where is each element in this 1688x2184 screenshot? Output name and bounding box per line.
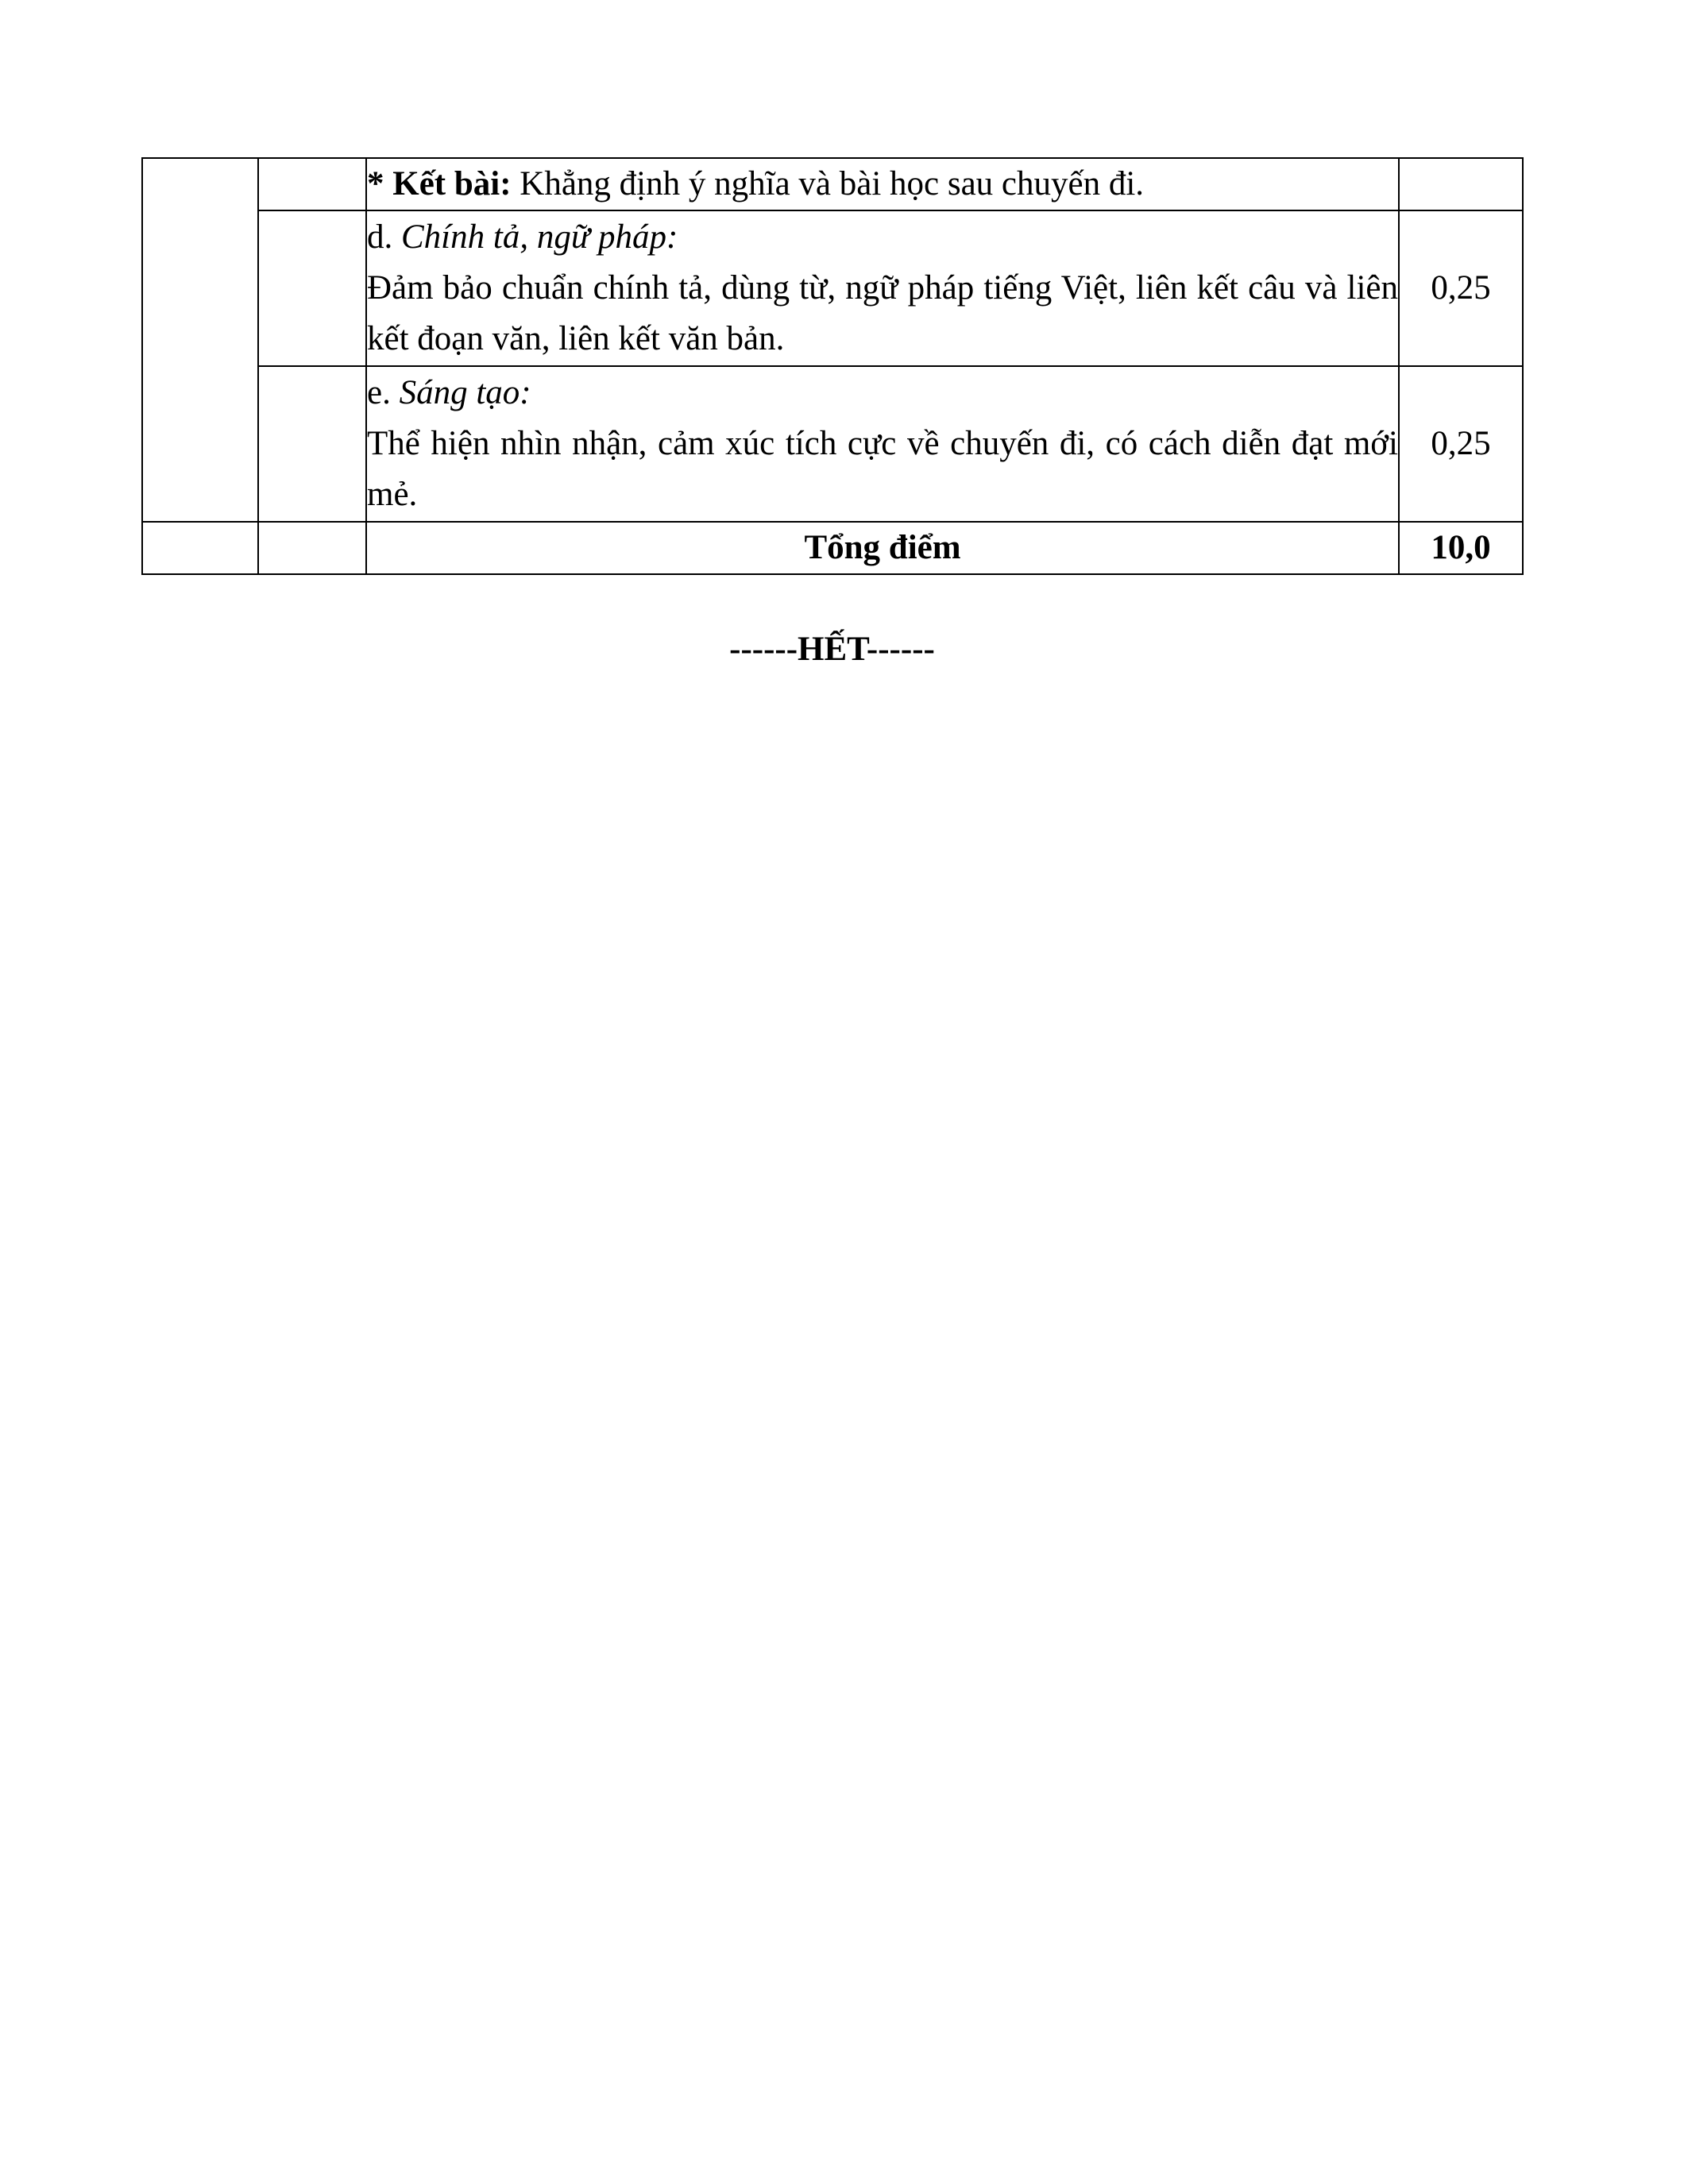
criterion-heading [367,368,1398,419]
part-cell [258,158,366,210]
score-cell [1399,158,1523,210]
table-row [142,210,1523,366]
criterion-title: Chính tả, ngữ pháp: [401,218,678,256]
criterion-cell [366,366,1399,522]
total-label: Tổng điểm [366,522,1399,574]
grading-rubric-table [141,157,1524,575]
total-score: 10,0 [1399,522,1523,574]
conclusion-label: * Kết bài: [367,165,512,203]
table-row [142,158,1523,210]
criterion-heading [367,212,1398,263]
question-cell [142,158,258,522]
criterion-prefix: d. [367,218,401,256]
part-cell [258,210,366,366]
score-cell: 0,25 [1399,210,1523,366]
criterion-body: Đảm bảo chuẩn chính tả, dùng từ, ngữ pháp tiếng Việt, liên kết câu và liên kết đoạn văn, liên kết văn bản. [367,269,1398,357]
criterion-title: Sáng tạo: [399,374,531,411]
table-row [142,366,1523,522]
total-row [142,522,1523,574]
conclusion-line [367,159,1398,210]
part-cell [258,522,366,574]
criterion-cell [366,210,1399,366]
question-cell [142,522,258,574]
criterion-body: Thể hiện nhìn nhận, cảm xúc tích cực về chuyến đi, có cách diễn đạt mới mẻ. [367,425,1398,513]
end-of-document-mark: ------HẾT------ [729,631,935,668]
criterion-prefix: e. [367,374,400,411]
score-cell: 0,25 [1399,366,1523,522]
criterion-cell [366,158,1399,210]
part-cell [258,366,366,522]
conclusion-text: Khẳng định ý nghĩa và bài học sau chuyến đi. [511,165,1145,203]
